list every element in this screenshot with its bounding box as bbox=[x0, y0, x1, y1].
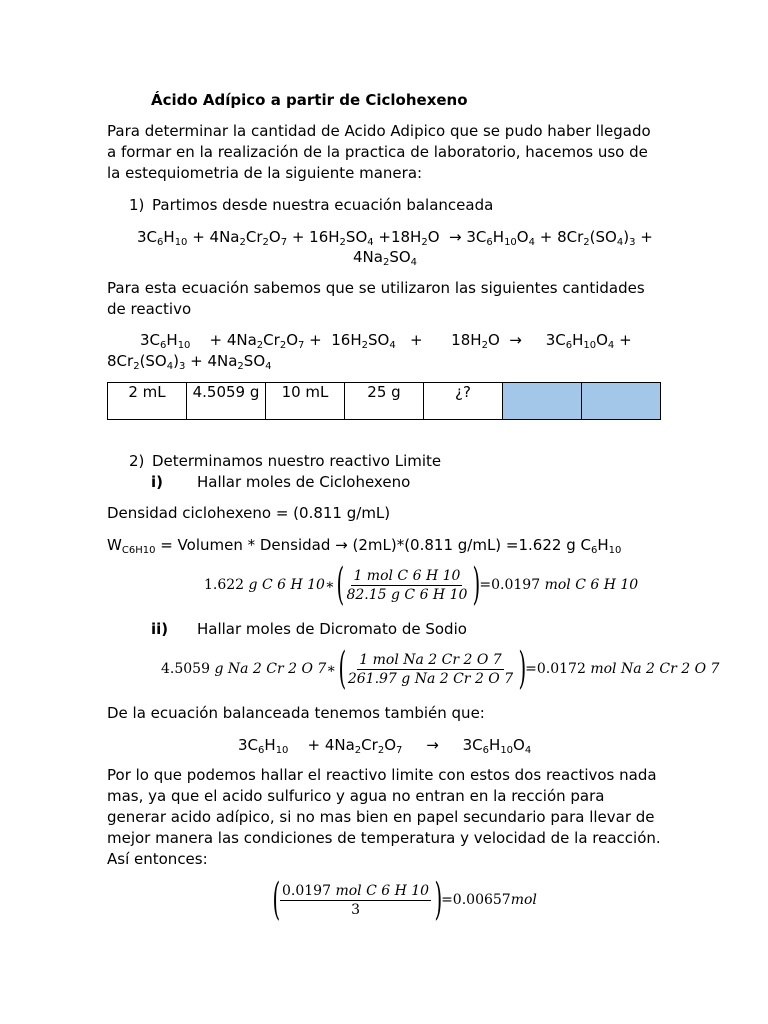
formula-unit: mol C 6 H 10 bbox=[335, 882, 430, 899]
formula-result: =0.0172 bbox=[525, 661, 586, 677]
cyclohexene-moles-formula bbox=[204, 559, 639, 610]
step-2-label: Determinamos nuestro reactivo Limite bbox=[152, 452, 442, 470]
fraction-numerator: 1 mol Na 2 Cr 2 O 7 bbox=[359, 651, 502, 668]
step-2-number: 2) bbox=[129, 452, 145, 470]
balanced-equation-line-1: $3C_6H_{10} + 4Na_2Cr_2O_7 + 16H_2SO_4 +18H_2O \to 3C_6H_{10}O_4 + 8Cr_2(SO_4)_3$ + bbox=[137, 228, 653, 248]
density-line: Densidad ciclohexeno = (0.811 g/mL) bbox=[107, 504, 391, 522]
table-row bbox=[108, 383, 661, 420]
limiting-reactant-formula bbox=[270, 874, 537, 925]
left-paren: ( bbox=[336, 559, 345, 610]
fraction-denominator: 82.15 g C 6 H 10 bbox=[346, 586, 468, 603]
right-paren: ) bbox=[434, 874, 443, 925]
formula-value: 0.0197 bbox=[282, 882, 331, 899]
fraction-numerator bbox=[280, 883, 431, 901]
subscript: 6 bbox=[590, 545, 598, 556]
formula-unit: g Na 2 Cr 2 O 7∗ bbox=[214, 661, 336, 677]
formula-unit: mol C 6 H 10 bbox=[544, 577, 639, 593]
right-paren: ) bbox=[518, 643, 527, 694]
equation-with-quantities-line-2: $8Cr_2(SO_4)_3 + 4Na_2SO_4$ bbox=[107, 352, 272, 372]
sub-step-ii-numeral: ii) bbox=[151, 620, 169, 638]
mass-calculation-text: = Volumen * Densidad → (2mL)*(0.811 g/mL) =1.622 g C bbox=[155, 536, 591, 554]
formula-result: =0.00657 bbox=[441, 892, 511, 908]
table-cell: 4.5059 g bbox=[187, 383, 266, 420]
quantities-table bbox=[107, 382, 661, 420]
fraction bbox=[280, 883, 431, 918]
formula-result: =0.0197 bbox=[479, 577, 541, 593]
fraction-denominator: 261.97 g Na 2 Cr 2 O 7 bbox=[347, 670, 514, 687]
dichromate-moles-formula bbox=[161, 643, 720, 694]
fraction bbox=[344, 568, 469, 603]
document-title: Ácido Adípico a partir de Ciclohexeno bbox=[151, 91, 468, 109]
balanced-intro-line: De la ecuación balanceada tenemos también que: bbox=[107, 704, 485, 722]
sub-step-i-numeral: i) bbox=[151, 473, 163, 491]
fraction bbox=[346, 652, 515, 687]
formula-unit: g C 6 H 10∗ bbox=[248, 577, 335, 593]
element-symbol: H bbox=[597, 536, 609, 554]
step-1-number: 1) bbox=[129, 196, 145, 214]
equation-with-quantities-line-1: $3C_6H_{10}$ + $4Na_2Cr_2O_7 + 16H_2SO_4$ + $18H_2O$ → $3C_6H_{10}O_4$ + bbox=[140, 331, 632, 351]
reactants-paragraph: Para esta ecuación sabemos que se utilizaron las siguientes cantidades de reactivo bbox=[107, 279, 645, 318]
table-cell: 10 mL bbox=[266, 383, 345, 420]
table-cell: 25 g bbox=[345, 383, 424, 420]
sub-step-i-label: Hallar moles de Ciclohexeno bbox=[197, 473, 411, 491]
step-1-label: Partimos desde nuestra ecuación balanceada bbox=[152, 196, 494, 214]
formula-unit: mol Na 2 Cr 2 O 7 bbox=[590, 661, 720, 677]
formula-value: 1.622 bbox=[204, 577, 245, 593]
mass-calculation-line bbox=[107, 535, 621, 556]
mass-symbol-subscript: C6H10 bbox=[121, 545, 156, 556]
table-cell: 2 mL bbox=[108, 383, 187, 420]
table-cell: ¿? bbox=[424, 383, 503, 420]
balanced-equation-line-2: $4Na_2SO_4$ bbox=[353, 248, 418, 268]
intro-paragraph: Para determinar la cantidad de Acido Adipico que se pudo haber llegado a formar en la realización de la practica de laboratorio, hacemos uso de la estequiometria de la siguiente manera: bbox=[107, 122, 651, 182]
right-paren: ) bbox=[472, 559, 481, 610]
formula-unit: mol bbox=[510, 892, 537, 908]
mass-symbol: W bbox=[107, 536, 122, 554]
sub-step-ii-label: Hallar moles de Dicromato de Sodio bbox=[197, 620, 467, 638]
left-paren: ( bbox=[338, 643, 347, 694]
formula-value: 4.5059 bbox=[161, 661, 210, 677]
left-paren: ( bbox=[272, 874, 281, 925]
table-cell-highlighted bbox=[503, 383, 582, 420]
fraction-denominator: 3 bbox=[351, 901, 360, 918]
limiting-reactant-paragraph: Por lo que podemos hallar el reactivo limite con estos dos reactivos nada mas, ya que el acido sulfurico y agua no entran en la rección para generar acido adípico, si no mas bien en papel secundario para llevar de mejor manera las condiciones de temperatura y velocidad de la reacción. Así entonces: bbox=[107, 766, 661, 868]
simplified-equation: $3C_6H_{10}$ + $4Na_2Cr_2O_7$ → $3C_6H_{10}O_4$ bbox=[238, 736, 532, 756]
fraction-numerator: 1 mol C 6 H 10 bbox=[353, 567, 461, 584]
table-cell-highlighted bbox=[582, 383, 661, 420]
subscript: 10 bbox=[608, 545, 622, 556]
